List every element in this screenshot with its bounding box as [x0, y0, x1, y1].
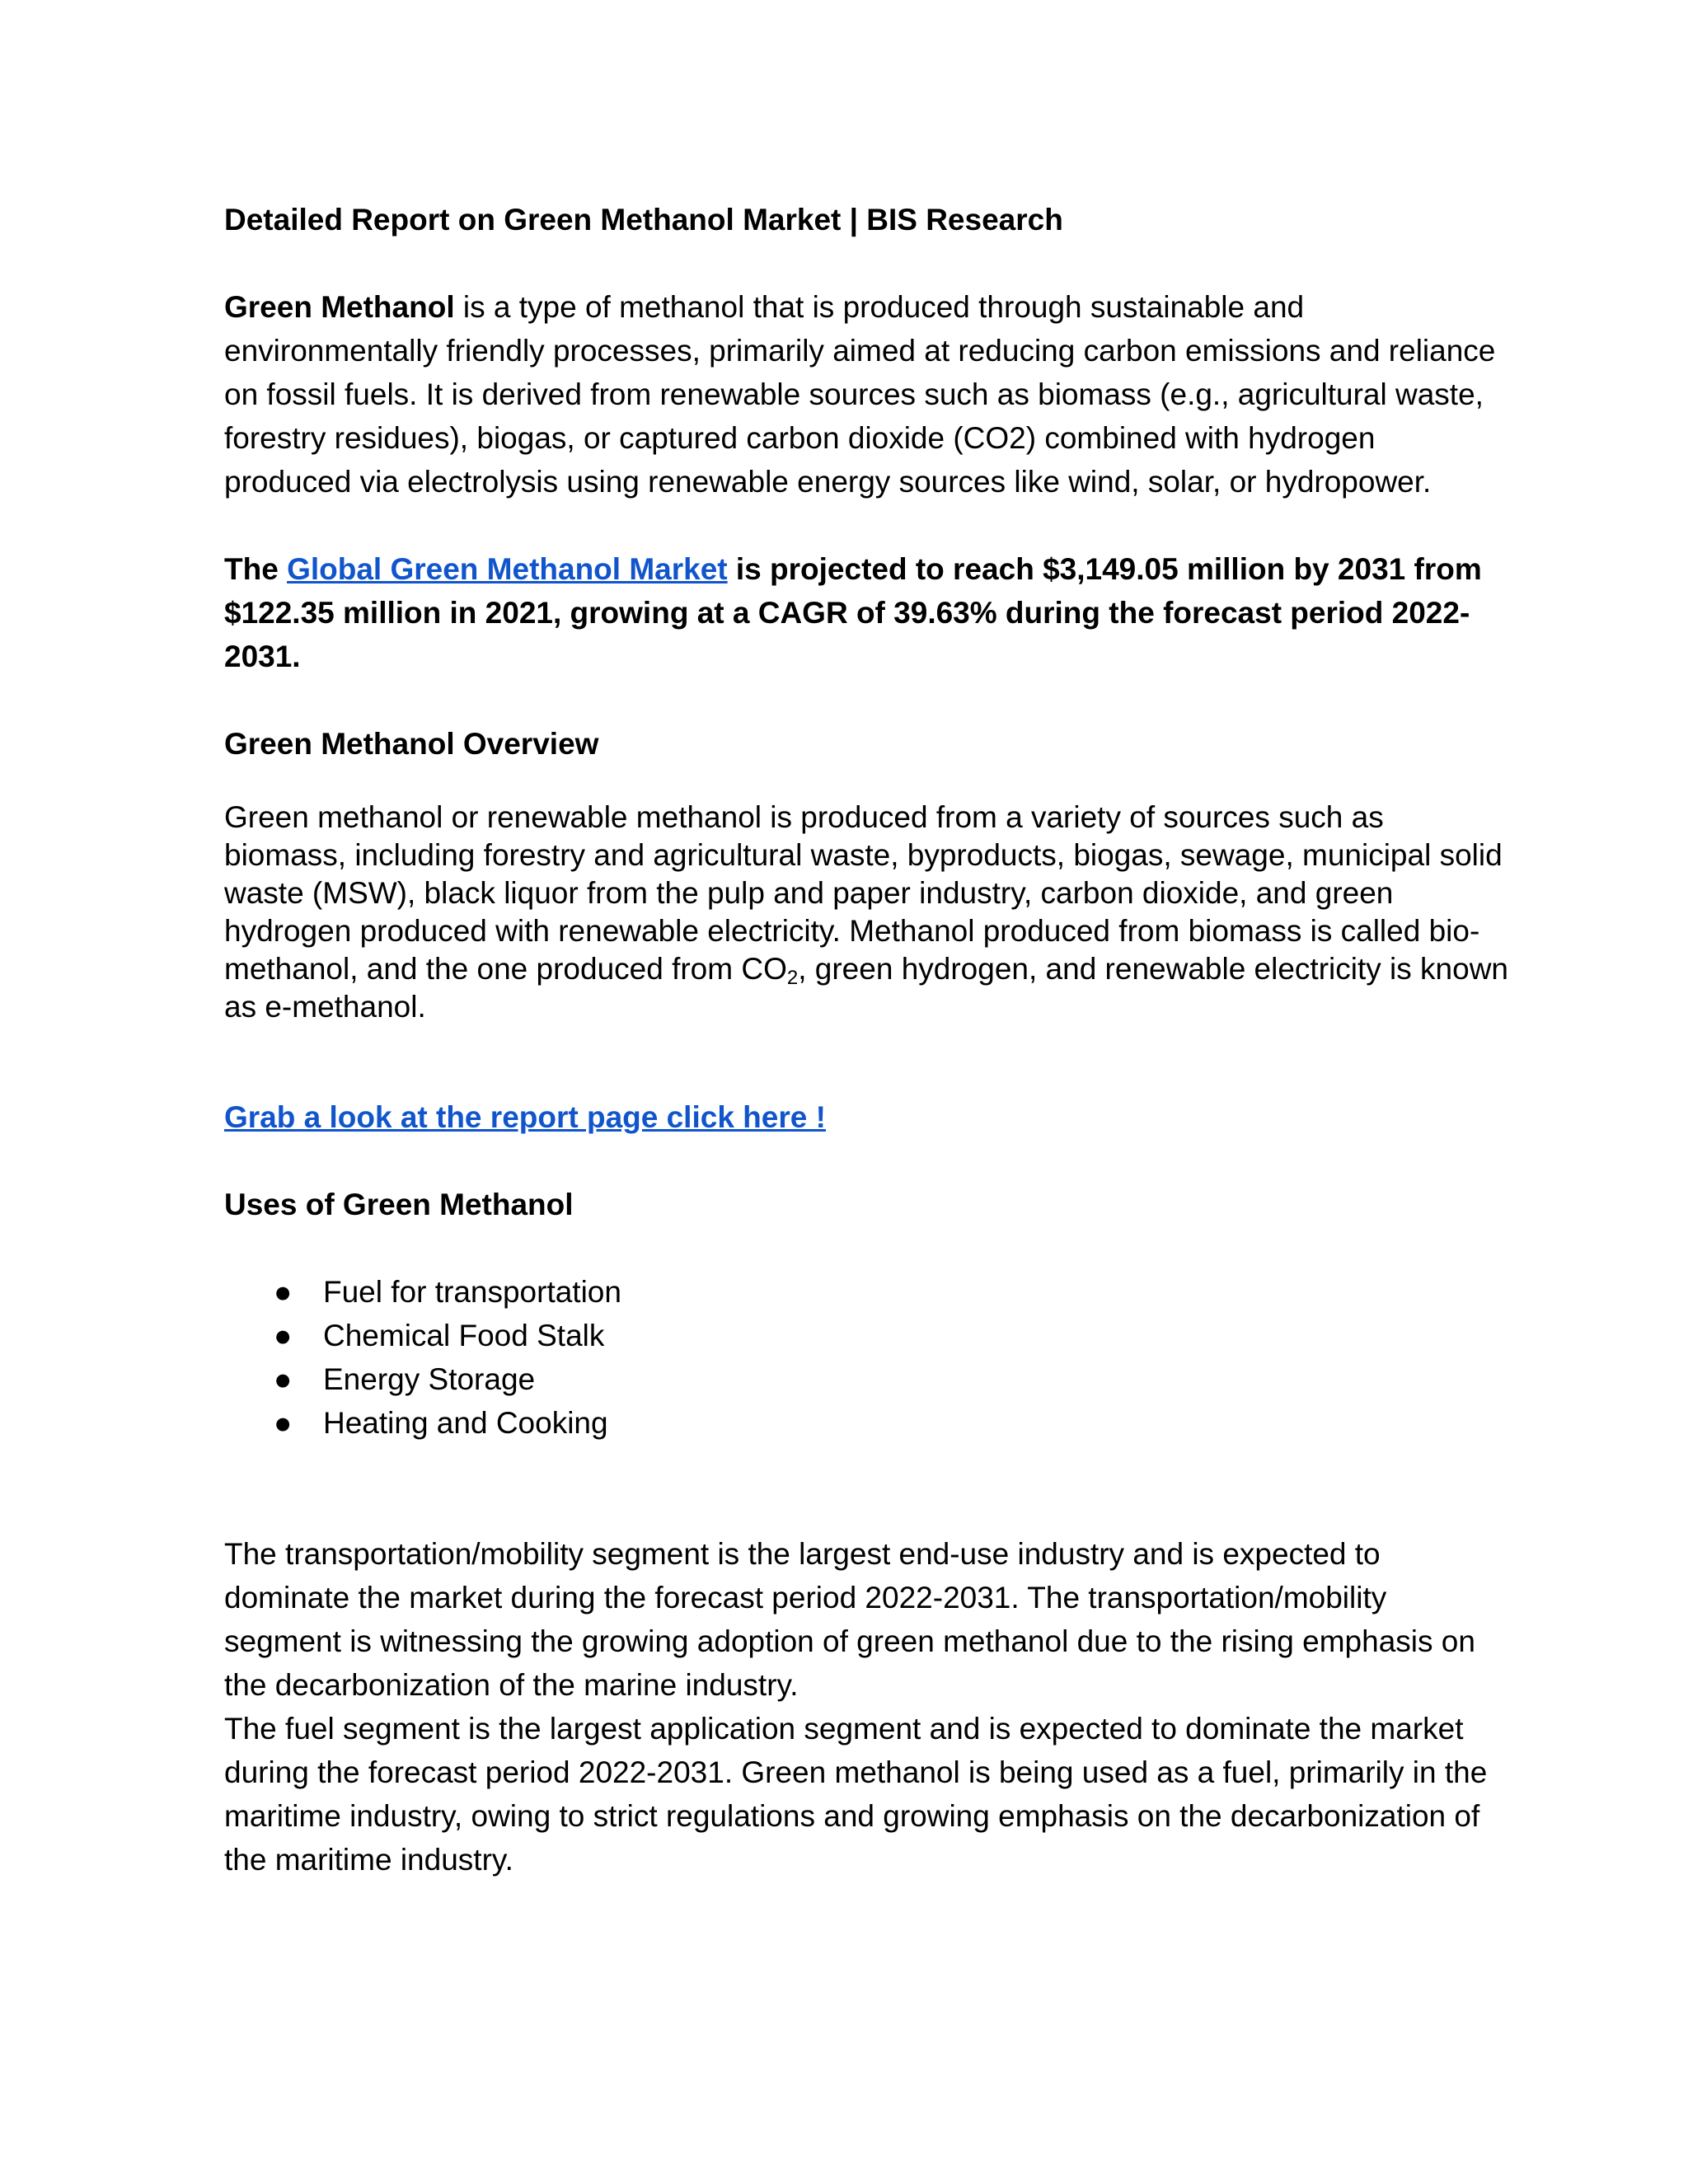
co2-subscript: 2 — [786, 967, 799, 989]
report-page-link[interactable]: Grab a look at the report page click here ! — [224, 1100, 826, 1134]
overview-text-part1: Green methanol or renewable methanol is produced from a variety of sources such as biomass, including forestry and agricultural waste, byproducts, biogas, sewage, municipal solid waste (MSW), black liquor from the pulp and paper industry, carbon dioxide, and green hydrogen produced with renewable electricity. Methanol produced from biomass is called bio-methanol, and the one produced from CO — [224, 800, 1503, 986]
bullet-icon: ● — [274, 1275, 293, 1309]
list-item — [224, 1401, 1510, 1445]
list-item — [224, 1314, 1510, 1357]
uses-heading: Uses of Green Methanol — [224, 1188, 574, 1221]
intro-lead: Green Methanol — [224, 290, 455, 324]
list-item — [224, 1357, 1510, 1401]
fuel-segment-paragraph: The fuel segment is the largest application segment and is expected to dominate the market during the forecast period 2022-2031. Green methanol is being used as a fuel, primarily in the maritime industry, owing to strict regulations and growing emphasis on the decarbonization of the maritime industry. — [224, 1712, 1488, 1877]
bullet-icon: ● — [274, 1362, 293, 1396]
use-label: Fuel for transportation — [323, 1275, 621, 1309]
uses-list — [224, 1270, 1510, 1445]
intro-paragraph — [224, 285, 1510, 504]
projection-suffix: is projected to reach $3,149.05 million by 2031 from $122.35 million in 2021, growing at a CAGR of 39.63% during the forecast period 2022-2031. — [224, 552, 1482, 673]
document-page — [224, 198, 1510, 1882]
use-label: Chemical Food Stalk — [323, 1319, 605, 1352]
transportation-paragraph: The transportation/mobility segment is the largest end-use industry and is expected to dominate the market during the forecast period 2022-2031. The transportation/mobility segment is witnessing the growing adoption of green methanol due to the rising emphasis on the decarbonization of the marine industry. — [224, 1537, 1475, 1702]
overview-heading: Green Methanol Overview — [224, 727, 599, 761]
overview-paragraph — [224, 799, 1510, 1026]
projection-prefix: The — [224, 552, 288, 586]
intro-body: is a type of methanol that is produced through sustainable and environmentally friendly processes, primarily aimed at reducing carbon emissions and reliance on fossil fuels. It is derived from renewable sources such as biomass (e.g., agricultural waste, forestry residues), biogas, or captured carbon dioxide (CO2) combined with hydrogen produced via electrolysis using renewable energy sources like wind, solar, or hydropower. — [224, 290, 1496, 499]
list-item — [224, 1270, 1510, 1314]
use-label: Heating and Cooking — [323, 1406, 608, 1440]
page-title: Detailed Report on Green Methanol Market | BIS Research — [224, 203, 1063, 237]
bullet-icon: ● — [274, 1406, 293, 1440]
market-projection — [224, 547, 1510, 678]
use-label: Energy Storage — [323, 1362, 536, 1396]
report-page-cta — [224, 1095, 1510, 1139]
global-market-link[interactable]: Global Green Methanol Market — [287, 552, 728, 586]
bullet-icon: ● — [274, 1319, 293, 1352]
overview-text-part2: , green hydrogen, and renewable electricity is known as e-methanol. — [224, 952, 1508, 1024]
